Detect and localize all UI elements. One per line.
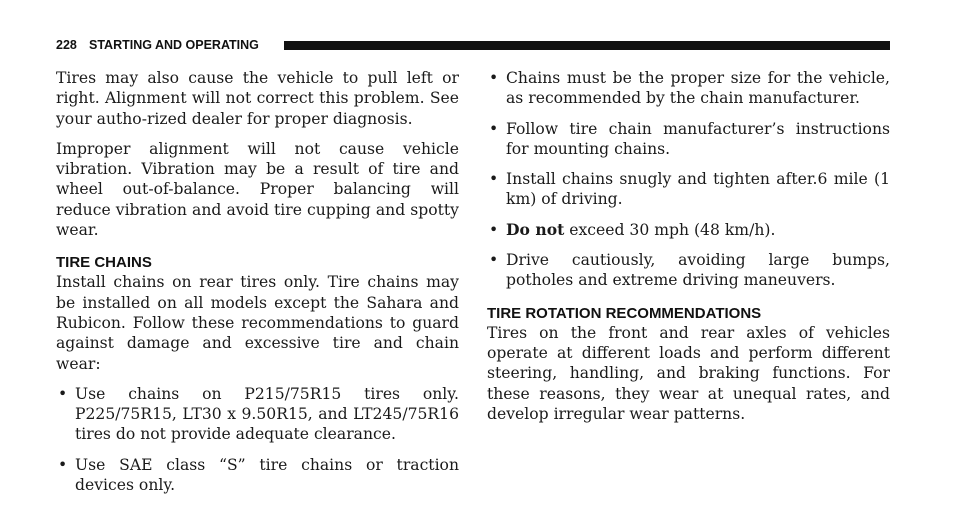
list-item: • Install chains snugly and tighten after.6 mile (1 km) of driving. — [487, 169, 890, 210]
left-column — [56, 68, 459, 505]
list-item: • Drive cautiously, avoiding large bumps, potholes and extreme driving maneuvers. — [487, 250, 890, 291]
tire-chains-intro: Install chains on rear tires only. Tire chains may be installed on all models except the Sahara and Rubicon. Follow these recommendations to guard against damage and excessive tire and chain wear: — [56, 273, 459, 373]
tire-chains-heading: TIRE CHAINS — [56, 254, 152, 272]
do-not-emphasis: Do not — [506, 219, 565, 239]
tire-rotation-heading: TIRE ROTATION RECOMMENDATIONS — [487, 304, 762, 322]
paragraph-pull: Tires may also cause the vehicle to pull left or right. Alignment will not correct this problem. See your autho-rized dealer for proper diagnosis. — [56, 69, 459, 128]
page-header — [56, 38, 890, 52]
list-item: • Follow tire chain manufacturer’s instructions for mounting chains. — [487, 119, 890, 160]
list-item: • Use SAE class “S” tire chains or traction devices only. — [56, 455, 459, 496]
paragraph-alignment: Improper alignment will not cause vehicle vibration. Vibration may be a result of tire and wheel out-of-balance. Proper balancing will reduce vibration and avoid tire cupping and spotty wear. — [56, 139, 459, 240]
list-item — [487, 220, 890, 240]
right-column — [487, 68, 890, 434]
tire-rotation-paragraph: Tires on the front and rear axles of vehicles operate at different loads and perform different steering, handling, and braking functions. For these reasons, they wear at unequal rates, and develop irregular wear patterns. — [487, 323, 890, 423]
section-title: STARTING AND OPERATING — [89, 38, 259, 52]
list-item: • Use chains on P215/75R15 tires only. P225/75R15, LT30 x 9.50R15, and LT245/75R16 tires do not provide adequate clearance. — [56, 384, 459, 445]
page-number: 228 — [56, 38, 77, 52]
chain-instructions-list — [487, 68, 890, 291]
header-rule — [284, 41, 890, 50]
tire-chains-list — [56, 384, 459, 495]
list-item: • Chains must be the proper size for the vehicle, as recommended by the chain manufacturer. — [487, 68, 890, 109]
speed-limit-text: exceed 30 mph (48 km/h). — [564, 220, 776, 239]
